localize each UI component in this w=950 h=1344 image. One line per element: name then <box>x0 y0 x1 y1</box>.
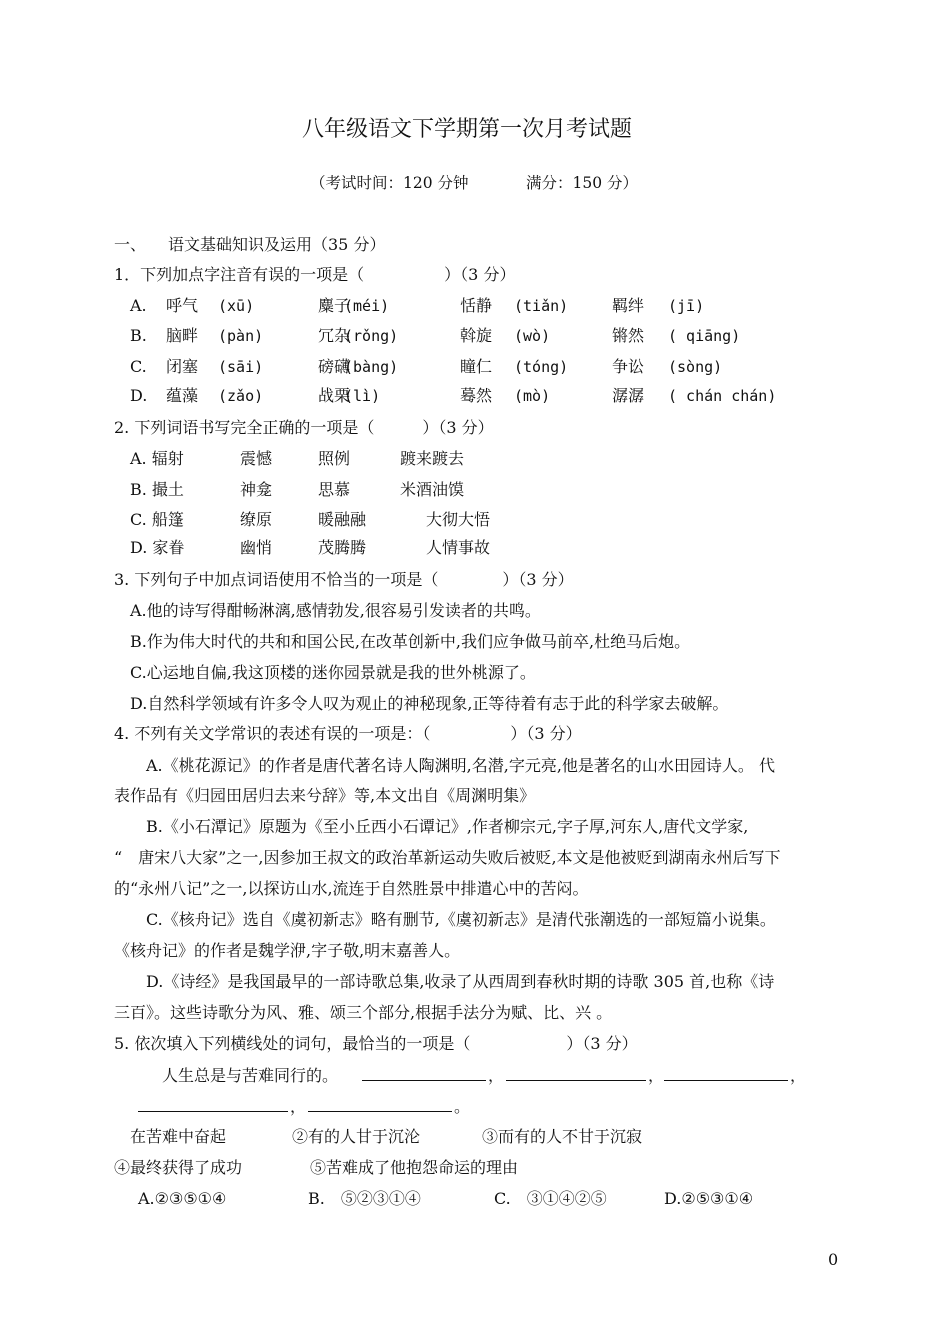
q4-line: “ 唐宋八大家”之一,因参加王叔文的政治革新运动失败后被贬,本文是他被贬到湖南永州后写下 <box>114 848 781 867</box>
q2-word: 踱来踱去 <box>400 449 465 468</box>
q1-pinyin: (wò) <box>514 327 551 345</box>
q3-option-a: A.他的诗写得酣畅淋漓,感情勃发,很容易引发读者的共鸣。 <box>130 601 541 620</box>
blank-separator: ， <box>648 1066 665 1085</box>
q1-word: 蕴藻 <box>166 386 199 405</box>
q5-lead: 人生总是与苦难同行的。 <box>162 1066 339 1085</box>
q1-pinyin: (sāi) <box>218 358 264 376</box>
q1-word: 潺潺 <box>612 386 645 405</box>
fill-blank-5[interactable] <box>308 1111 452 1112</box>
q1-pinyin: ( qiāng) <box>668 327 741 345</box>
q2-word: 暖融融 <box>318 510 367 529</box>
q5-item: ⑤苦难成了他抱怨命运的理由 <box>310 1158 519 1177</box>
q5-stem: 5. 依次填入下列横线处的词句，最恰当的一项是（ ）（3 分） <box>114 1034 638 1053</box>
q2-word: 思慕 <box>318 480 351 499</box>
q1-pinyin: ( chán chán) <box>668 387 777 405</box>
q4-line: A.《桃花源记》的作者是唐代著名诗人陶渊明,名潜,字元亮,他是著名的山水田园诗人。 代 <box>146 756 775 775</box>
q1-pinyin: (jī) <box>668 297 705 315</box>
q2-word: 幽悄 <box>240 538 273 557</box>
q1-word: 闭塞 <box>166 357 199 376</box>
q1-pinyin: (xū) <box>218 297 255 315</box>
q5-item: ③而有的人不甘于沉寂 <box>482 1127 643 1146</box>
q1-pinyin: (méi) <box>344 297 390 315</box>
q4-line: 《核舟记》的作者是魏学洢,字子敬,明末嘉善人。 <box>114 941 461 960</box>
blank-separator: ， <box>790 1066 807 1085</box>
q1-option-letter: D. <box>130 386 148 405</box>
q2-word: 缭原 <box>240 510 273 529</box>
q3-option-d: D.自然科学领域有许多令人叹为观止的神秘现象,正等待着有志于此的科学家去破解。 <box>130 694 729 713</box>
q2-word: 人情事故 <box>426 538 491 557</box>
q1-word: 脑畔 <box>166 326 199 345</box>
q1-pinyin: (rǒng) <box>344 327 399 345</box>
fill-blank-3[interactable] <box>664 1080 788 1081</box>
q4-line: C.《核舟记》选自《虞初新志》略有删节,《虞初新志》是清代张潮选的一部短篇小说集。 <box>146 910 776 929</box>
q1-pinyin: (pàn) <box>218 327 264 345</box>
q4-stem: 4. 不列有关文学常识的表述有误的一项是：（ ）（3 分） <box>114 724 582 743</box>
q5-choice-a: A.②③⑤①④ <box>138 1189 227 1208</box>
q5-item: ②有的人甘于沉沦 <box>292 1127 421 1146</box>
q2-word: 照例 <box>318 449 351 468</box>
q1-pinyin: (tóng) <box>514 358 569 376</box>
q1-word: 麋子 <box>318 296 351 315</box>
q2-word: 震憾 <box>240 449 273 468</box>
section-number: 一、 <box>114 235 147 254</box>
page-number: 0 <box>828 1250 839 1269</box>
q1-word: 锵然 <box>612 326 645 345</box>
q2-word: 茂腾腾 <box>318 538 367 557</box>
q3-option-b: B.作为伟大时代的共和和国公民,在改革创新中,我们应争做马前卒,杜绝马后炮。 <box>130 632 691 651</box>
q2-option: A. 辐射 <box>130 449 184 468</box>
q1-word: 蓦然 <box>460 386 493 405</box>
q2-word: 米酒油馍 <box>400 480 465 499</box>
fill-blank-1[interactable] <box>362 1080 486 1081</box>
blank-separator: ， <box>488 1066 505 1085</box>
q5-choice-d: D.②⑤③①④ <box>664 1189 754 1208</box>
q5-item: 在苦难中奋起 <box>130 1127 227 1146</box>
q4-line: D.《诗经》是我国最早的一部诗歌总集,收录了从西周到春秋时期的诗歌 305 首,也称《诗 <box>146 972 775 991</box>
q3-option-c: C.心运地自偏,我这顶楼的迷你园景就是我的世外桃源了。 <box>130 663 536 682</box>
blank-end: 。 <box>454 1097 471 1116</box>
q1-option-letter: B. <box>130 326 147 345</box>
q4-line: 的“永州八记”之一,以探访山水,流连于自然胜景中排遣心中的苦闷。 <box>114 879 589 898</box>
q1-stem: 1．下列加点字注音有误的一项是（ ）（3 分） <box>114 265 516 284</box>
exam-time: （考试时间：120 分钟 <box>310 174 469 192</box>
q1-pinyin: (mò) <box>514 387 551 405</box>
q1-pinyin: (tiǎn) <box>514 297 569 315</box>
q2-word: 神龛 <box>240 480 273 499</box>
fill-blank-2[interactable] <box>506 1080 646 1081</box>
full-score: 满分：150 分） <box>526 174 639 192</box>
q1-word: 呼气 <box>166 296 199 315</box>
q2-word: 大彻大悟 <box>426 510 491 529</box>
q2-stem: 2. 下列词语书写完全正确的一项是（ ）（3 分） <box>114 418 494 437</box>
blank-separator: ， <box>290 1097 307 1116</box>
q1-pinyin: (bàng) <box>344 358 399 376</box>
q4-line: 表作品有《归园田居归去来兮辞》等,本文出自《周渊明集》 <box>114 786 536 805</box>
q5-choice-b: B. ⑤②③①④ <box>308 1189 421 1208</box>
q1-word: 瞳仁 <box>460 357 493 376</box>
page-title: 八年级语文下学期第一次月考试题 <box>302 117 633 142</box>
q2-option: B. 撮土 <box>130 480 184 499</box>
q3-stem: 3. 下列句子中加点词语使用不恰当的一项是（ ）（3 分） <box>114 570 574 589</box>
q1-option-letter: C. <box>130 357 147 376</box>
q2-option: C. 船篷 <box>130 510 184 529</box>
q1-word: 斡旋 <box>460 326 493 345</box>
q1-pinyin: (sòng) <box>668 358 723 376</box>
q5-choice-c: C. ③①④②⑤ <box>494 1189 607 1208</box>
q1-word: 羁绊 <box>612 296 645 315</box>
q1-pinyin: (lì) <box>344 387 381 405</box>
q1-word: 磅礴 <box>318 357 351 376</box>
q2-option: D. 家眷 <box>130 538 185 557</box>
q4-line: 三百》。这些诗歌分为风、雅、颂三个部分,根据手法分为赋、比、兴 。 <box>114 1003 613 1022</box>
q1-pinyin: (zǎo) <box>218 387 264 405</box>
q5-item: ④最终获得了成功 <box>114 1158 243 1177</box>
q1-word: 冗杂 <box>318 326 351 345</box>
q1-option-letter: A. <box>130 296 147 315</box>
section-heading: 语文基础知识及运用（35 分） <box>168 235 386 254</box>
q1-word: 恬静 <box>460 296 493 315</box>
fill-blank-4[interactable] <box>138 1111 288 1112</box>
q1-word: 争讼 <box>612 357 645 376</box>
q1-word: 战栗 <box>318 386 351 405</box>
q4-line: B.《小石潭记》原题为《至小丘西小石谭记》,作者柳宗元,字子厚,河东人,唐代文学家, <box>146 817 749 836</box>
